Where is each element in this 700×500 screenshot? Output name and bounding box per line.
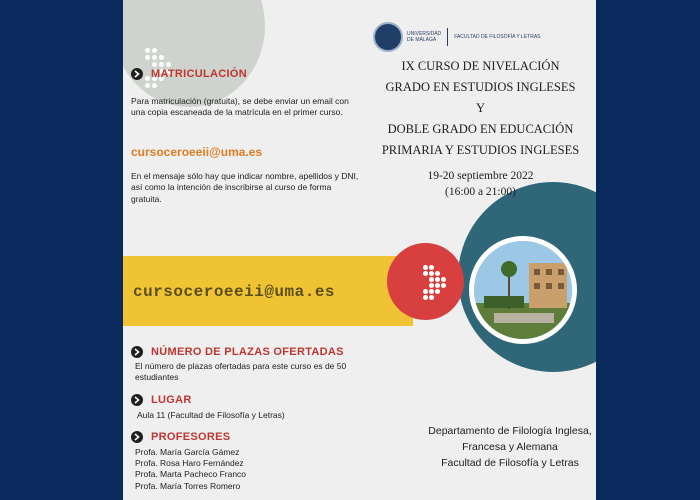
- dot: [152, 55, 157, 60]
- matriculacion-title: MATRICULACIÓN: [151, 68, 247, 80]
- lugar-header: [131, 394, 192, 406]
- dot: [435, 289, 440, 294]
- department-line: Departamento de Filología Inglesa,: [428, 425, 592, 437]
- department-line: Facultad de Filosofía y Letras: [441, 457, 579, 469]
- dot: [435, 271, 440, 276]
- dot: [166, 62, 171, 67]
- dot: [152, 62, 157, 67]
- profesores-list: [135, 447, 335, 492]
- title-line: GRADO EN ESTUDIOS INGLESES: [385, 80, 576, 94]
- matriculacion-header: [131, 68, 247, 80]
- dot: [145, 55, 150, 60]
- university-logo: [373, 22, 541, 52]
- title-line: Y: [475, 101, 486, 115]
- dot: [441, 283, 446, 288]
- profesores-title: PROFESORES: [151, 431, 231, 443]
- profesor-name: Profa. María García Gámez: [135, 447, 240, 457]
- dot: [145, 83, 150, 88]
- dot: [423, 289, 428, 294]
- dot: [423, 271, 428, 276]
- dot: [429, 283, 434, 288]
- department-line: Francesa y Alemana: [462, 441, 558, 453]
- title-line: DOBLE GRADO EN EDUCACIÓN: [387, 122, 574, 136]
- lugar-title: LUGAR: [151, 394, 192, 406]
- logo-divider: [447, 28, 448, 46]
- chevron-right-icon: [131, 346, 143, 358]
- chevron-right-icon: [131, 68, 143, 80]
- dot: [423, 265, 428, 270]
- campus-photo: [469, 236, 577, 344]
- dot: [441, 277, 446, 282]
- plazas-text: El número de plazas ofertadas para este curso es de 50 estudiantes: [135, 361, 347, 383]
- decorative-gray-circle: [123, 0, 265, 107]
- time-range: (16:00 a 21:00): [445, 186, 516, 198]
- logo-university-line: UNIVERSIDAD: [407, 31, 442, 37]
- matriculacion-instructions: En el mensaje sólo hay que indicar nombre, apellidos y DNI, así como la intención de inscribirse al curso de forma gratuita.: [131, 171, 359, 204]
- dot: [423, 295, 428, 300]
- dot: [429, 271, 434, 276]
- lugar-text: Aula 11 (Facultad de Filosofía y Letras): [137, 410, 285, 420]
- title-line: IX CURSO DE NIVELACIÓN: [401, 59, 560, 73]
- dot: [159, 62, 164, 67]
- dot: [435, 277, 440, 282]
- profesor-name: Profa. María Torres Romero: [135, 480, 241, 491]
- matriculacion-text: Para matriculación (gratuita), se debe enviar un email con una copia escaneada de la matrícula en el primer curso.: [131, 96, 349, 118]
- chevron-right-icon: [131, 431, 143, 443]
- course-dates: [348, 168, 596, 200]
- banner-email-link[interactable]: cursoceroeeii@uma.es: [133, 283, 336, 301]
- dot: [435, 283, 440, 288]
- university-seal-icon: [373, 22, 403, 52]
- poster: [123, 0, 596, 500]
- chevron-right-icon: [131, 394, 143, 406]
- dot: [152, 83, 157, 88]
- dot: [429, 277, 434, 282]
- course-title: [348, 56, 596, 161]
- logo-city-line: DE MÁLAGA: [407, 37, 437, 43]
- campus-building-image: [474, 241, 572, 339]
- matriculacion-email-link[interactable]: cursoceroeeii@uma.es: [131, 145, 263, 159]
- logo-faculty: FACULTAD DE FILOSOFÍA Y LETRAS: [454, 34, 541, 40]
- plazas-header: [131, 346, 344, 358]
- red-chevron-circle: [387, 243, 464, 320]
- profesor-name: Profa. Marta Pacheco Franco: [135, 469, 247, 480]
- dot: [145, 48, 150, 53]
- dot: [152, 48, 157, 53]
- profesor-name: Profa. Rosa Haro Fernández: [135, 458, 244, 469]
- date-range: 19-20 septiembre 2022: [427, 170, 534, 182]
- title-line: PRIMARIA Y ESTUDIOS INGLESES: [381, 143, 580, 157]
- dot: [159, 55, 164, 60]
- dot: [429, 265, 434, 270]
- profesores-header: [131, 431, 230, 443]
- department-block: [390, 423, 596, 471]
- dot: [429, 289, 434, 294]
- dot: [429, 295, 434, 300]
- plazas-title: NÚMERO DE PLAZAS OFERTADAS: [151, 346, 344, 358]
